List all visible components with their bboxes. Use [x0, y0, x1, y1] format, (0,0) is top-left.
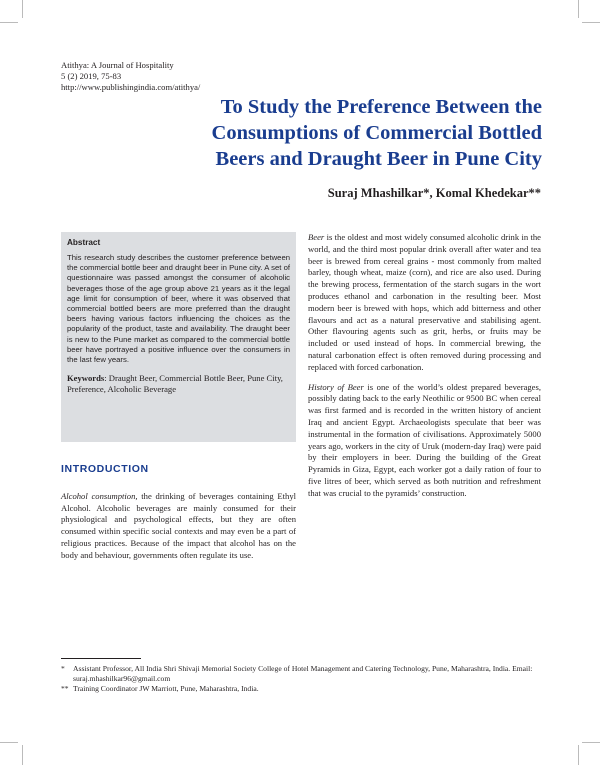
- title-line: To Study the Preference Between the: [220, 96, 542, 118]
- abstract-heading: Abstract: [67, 238, 101, 247]
- beer-text: is the oldest and most widely consumed alcoholic drink in the world, and the third most popular drink overall after water and tea beer is brewed from cereal grains - most commonly from malted barley, though wheat, maize (corn), and rice are also used. During the brewing process, fermentation of the starch sugars in the wort produces ethanol and carbonation in the resulting beer. Most modern beer is brewed with hops, which add bitterness and other flavours and act as a natural preservative and stabilising agent. Other flavouring agents such as grit, herbs, or fruits may be included or used instead of hops. In commercial brewing, the natural carbonation effect is often removed during processing and replaced with forced carbonation.: [308, 232, 541, 372]
- intro-lead: Alcohol consumption,: [61, 491, 138, 501]
- footnote-text: Assistant Professor, All India Shri Shivaji Memorial Society College of Hotel Management and Catering Technology, Pune, Maharashtra, India. Email: suraj.mhashilkar96@gmail.com: [73, 664, 533, 683]
- crop-mark: [582, 742, 600, 743]
- journal-header: [61, 60, 200, 93]
- footnote-mark: *: [61, 664, 65, 673]
- keywords-label: Keywords: [67, 373, 105, 384]
- abstract-text: This research study describes the customer preference between the commercial bottle beer and draught beer in Pune city. A set of questionnaire was passed amongst the consumer of alcoholic beverages those of the age group above 21 years as it the legal age limit for consumption of beer, where it was observed that commercial bottled beers are more preferred than the draught beers having various factors influencing the choices as the popularity of the product, taste and availability. The draught beer is new to the Pune market as compared to the commercial bottle beer have portrayed a positive influence over the consumers in the last few years.: [67, 253, 290, 365]
- footnotes: [61, 664, 541, 694]
- crop-mark: [22, 0, 23, 18]
- right-column: [308, 232, 541, 508]
- title-line: Beers and Draught Beer in Pune City: [215, 148, 542, 170]
- history-paragraph: [308, 382, 541, 500]
- footnote-divider: [61, 658, 141, 659]
- crop-mark: [0, 742, 18, 743]
- history-text: is one of the world’s oldest prepared beverages, possibly dating back to the early Neothilic or 9500 BC when cereal was first farmed and is recorded in the written history of ancient Iraq and ancient Egypt. Archaeologists speculate that beer was instrumental in the formation of civilisations. Approximately 5000 years ago, workers in the city of Uruk (modern-day Iraq) were paid by their employers in beer. During the building of the Great Pyramids in Giza, Egypt, each worker got a daily ration of four to five litres of beer, which served as both nutrition and refreshment that was crucial to the pyramids’ construction.: [308, 381, 541, 498]
- introduction-paragraph: [61, 491, 296, 561]
- crop-mark: [582, 22, 600, 23]
- history-lead: History of Beer: [308, 381, 364, 392]
- authors: Suraj Mhashilkar*, Komal Khedekar**: [327, 186, 541, 200]
- footnote-mark: **: [61, 684, 69, 693]
- abstract-box: [61, 232, 296, 442]
- beer-paragraph: [308, 232, 541, 374]
- footnote: [61, 664, 541, 684]
- crop-mark: [22, 745, 23, 765]
- journal-url[interactable]: http://www.publishingindia.com/atithya/: [61, 82, 201, 92]
- journal-issue: 5 (2) 2019, 75-83: [61, 71, 122, 81]
- crop-mark: [578, 0, 579, 18]
- crop-mark: [578, 745, 579, 765]
- footnote-text: Training Coordinator JW Marriott, Pune, Maharashtra, India.: [73, 684, 259, 693]
- keywords: [67, 373, 290, 395]
- intro-text: the drinking of beverages containing Ethyl Alcohol. Alcoholic beverages are mainly consumed for their physiological and psychological effects, but they are often consumed within specific social contexts and may even be a part of religious practices. Because of the impact that alcohol has on the body and behaviour, governments often regulate its use.: [61, 491, 297, 560]
- introduction-heading: INTRODUCTION: [61, 463, 149, 475]
- crop-mark: [0, 22, 18, 23]
- beer-lead: Beer: [308, 232, 325, 242]
- keywords-list: : Draught Beer, Commercial Bottle Beer, Pune City, Preference, Alcoholic Beverage: [67, 373, 283, 395]
- journal-name: Atithya: A Journal of Hospitality: [61, 60, 174, 70]
- title-line: Consumptions of Commercial Bottled: [211, 122, 542, 144]
- paper-title: [62, 94, 542, 172]
- footnote: [61, 684, 541, 694]
